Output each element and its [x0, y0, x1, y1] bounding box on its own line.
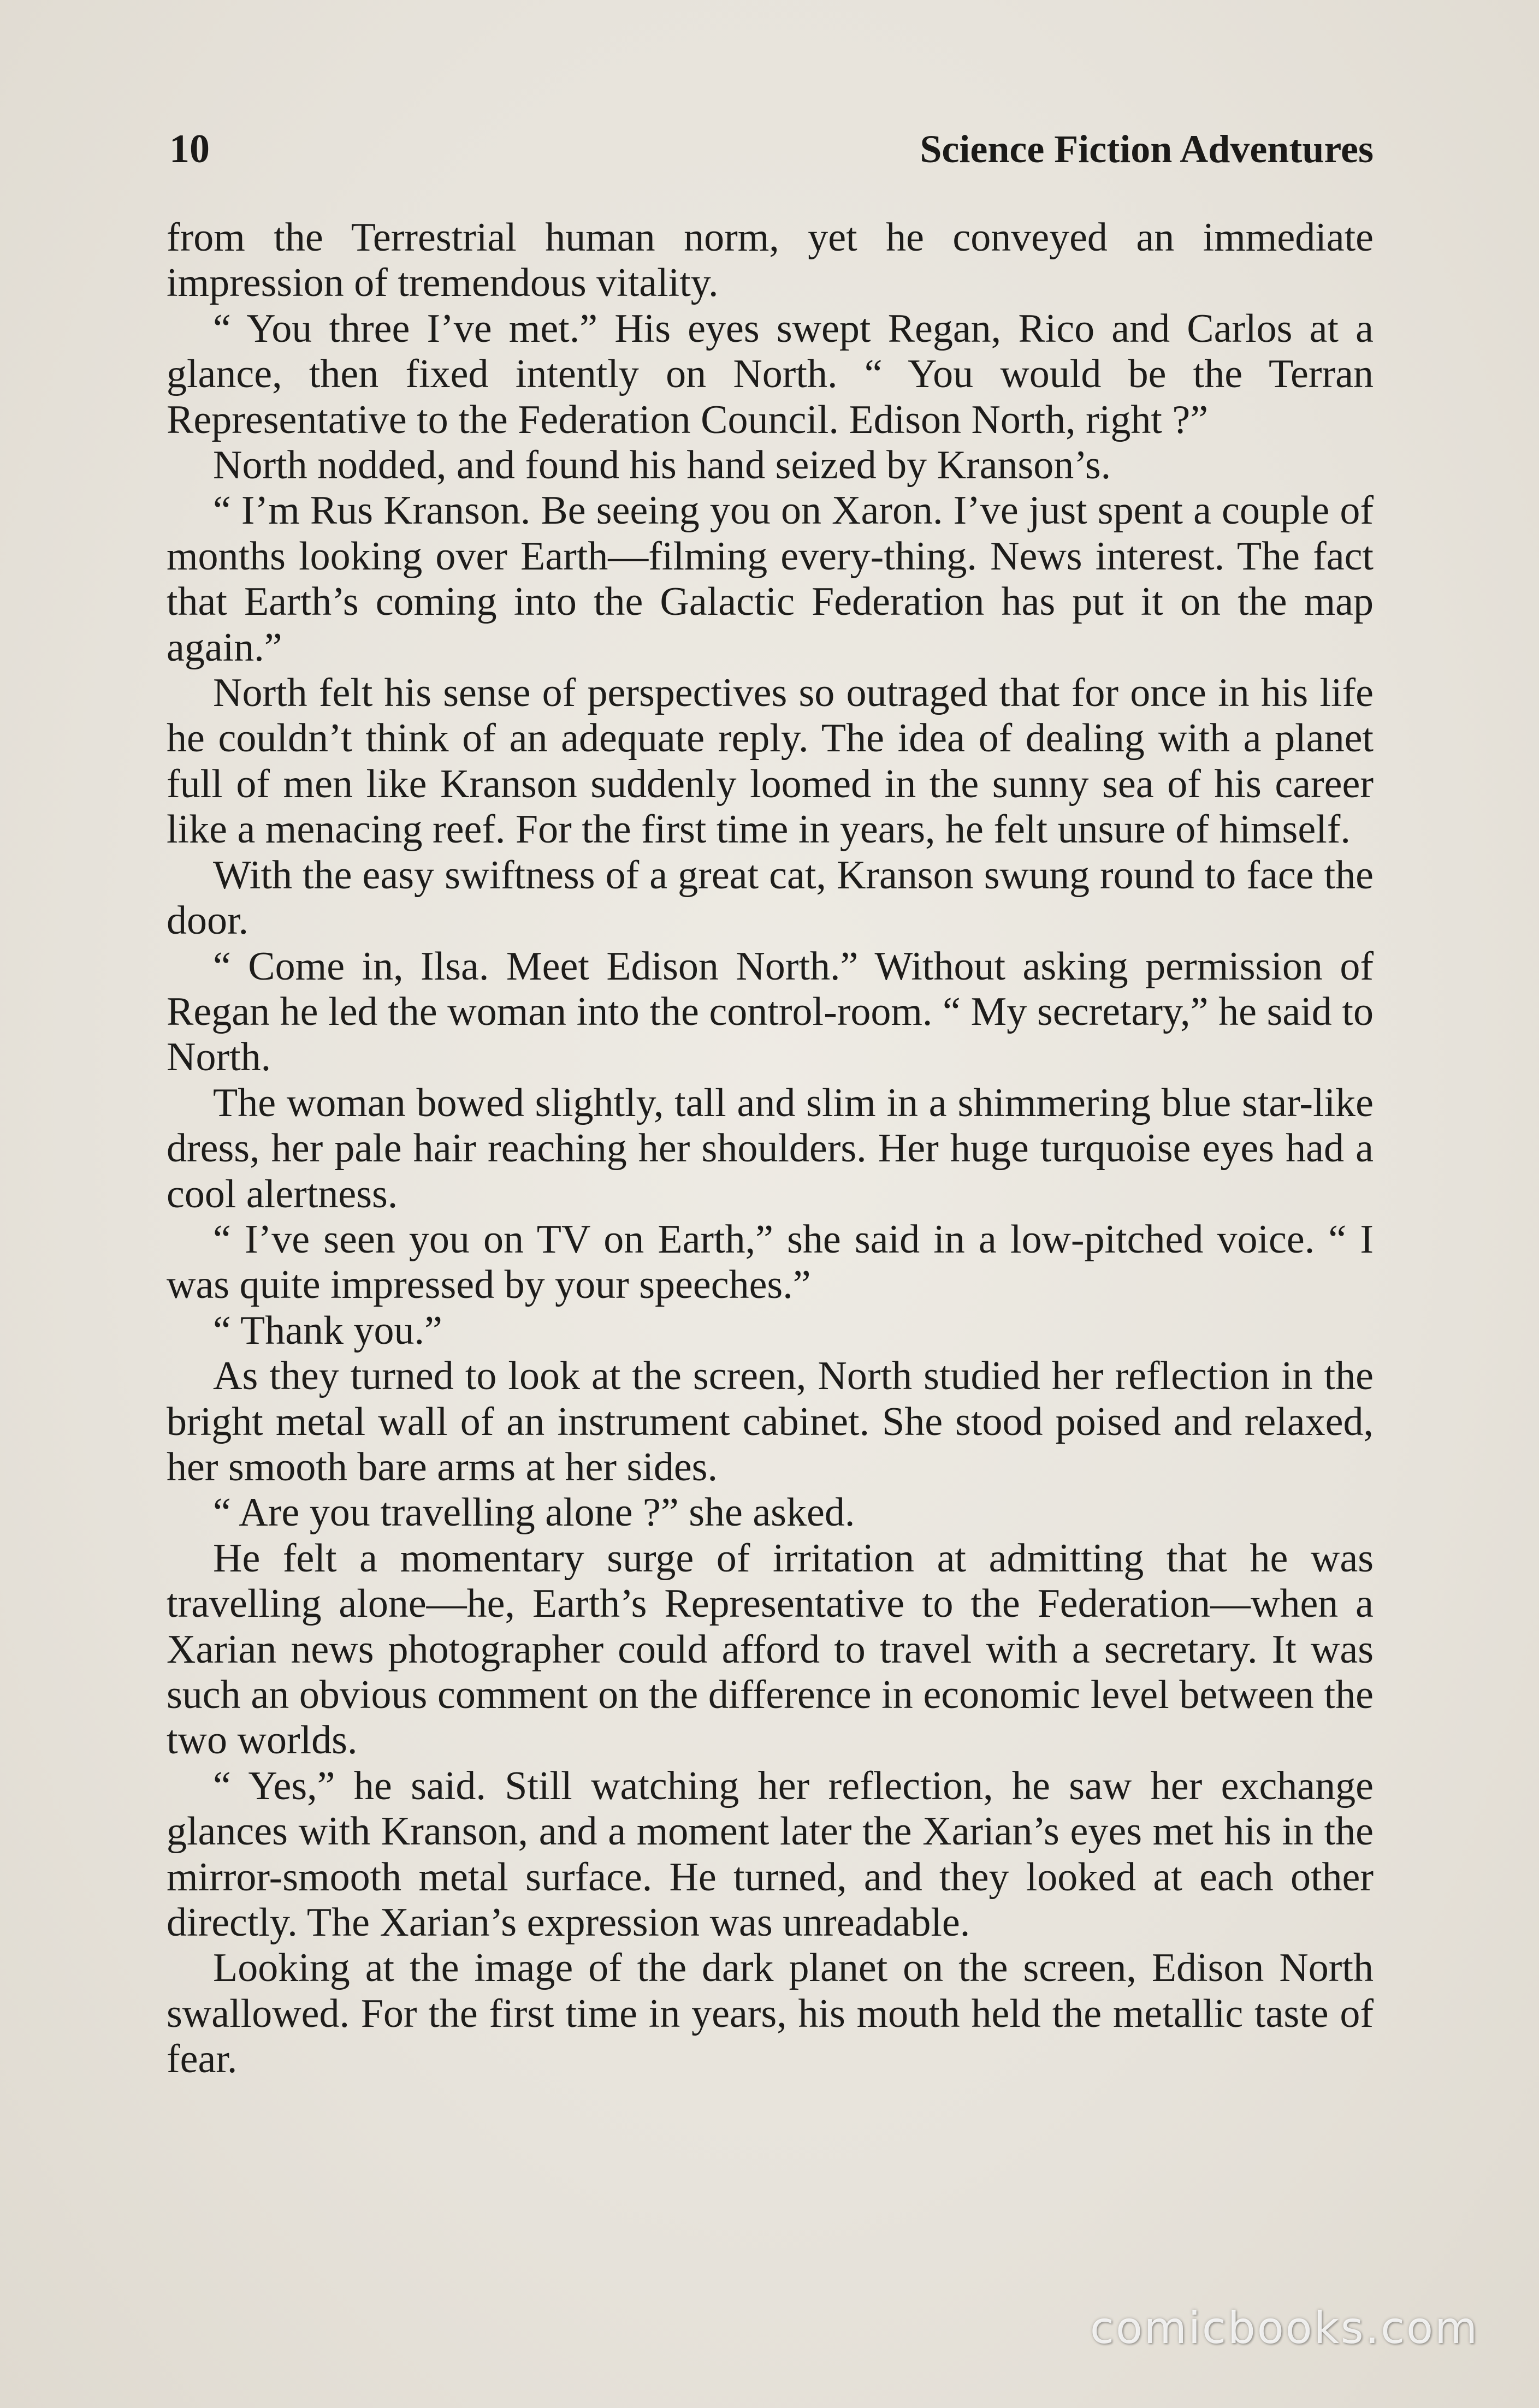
paragraph: As they turned to look at the screen, North studied her reflection in the bright metal wall of an instrument cabinet. She stood poised and relaxed, her smooth bare arms at her sides. [167, 1354, 1374, 1490]
paragraph: North felt his sense of perspectives so outraged that for once in his life he couldn’t think of an adequate reply. The idea of dealing with a planet full of men like Kranson suddenly loomed in the sunny sea of his career like a menacing reef. For the first time in years, he felt unsure of himself. [167, 671, 1374, 852]
paragraph: “ I’ve seen you on TV on Earth,” she said in a low-pitched voice. “ I was quite impressed by your speeches.” [167, 1217, 1374, 1308]
paragraph: “ Come in, Ilsa. Meet Edison North.” Without asking permission of Regan he led the woman into the control-room. “ My secretary,” he said to North. [167, 944, 1374, 1080]
paragraph: He felt a momentary surge of irritation at admitting that he was travelling alone—he, Earth’s Representative to the Federation—when a Xarian news photographer could afford to travel with a secretary. It was such an obvious comment on the difference in economic level between the two worlds. [167, 1535, 1374, 1763]
paragraph: The woman bowed slightly, tall and slim in a shimmering blue star-like dress, her pale hair reaching her shoulders. Her huge turquoise eyes had a cool alertness. [167, 1080, 1374, 1217]
running-head: Science Fiction Adventures [920, 127, 1374, 171]
paragraph: With the easy swiftness of a great cat, Kranson swung round to face the door. [167, 852, 1374, 944]
page-header [169, 124, 1374, 174]
story-text [167, 215, 1374, 2083]
paragraph: “ Thank you.” [213, 1308, 442, 1353]
paragraph: “ I’m Rus Kranson. Be seeing you on Xaron. I’ve just spent a couple of months looking over Earth—filming every-thing. News interest. The fact that Earth’s coming into the Galactic Federation has put it on the map again.” [167, 488, 1374, 670]
watermark: comicbooks.com [1090, 2303, 1479, 2353]
page-number: 10 [169, 127, 210, 171]
paragraph: “ Yes,” he said. Still watching her reflection, he saw her exchange glances with Kranson, and a moment later the Xarian’s eyes met his in the mirror-smooth metal surface. He turned, and they looked at each other directly. The Xarian’s expression was unreadable. [167, 1763, 1374, 1946]
paragraph: Looking at the image of the dark planet on the screen, Edison North swallowed. For the first time in years, his mouth held the metallic taste of fear. [167, 1946, 1374, 2082]
paragraph: “ Are you travelling alone ?” she asked. [213, 1490, 855, 1535]
paragraph: from the Terrestrial human norm, yet he conveyed an immediate impression of tremendous vitality. [167, 215, 1374, 306]
paragraph: “ You three I’ve met.” His eyes swept Regan, Rico and Carlos at a glance, then fixed intently on North. “ You would be the Terran Representative to the Federation Council. Edison North, right ?” [167, 306, 1374, 442]
paragraph: North nodded, and found his hand seized by Kranson’s. [213, 443, 1111, 488]
